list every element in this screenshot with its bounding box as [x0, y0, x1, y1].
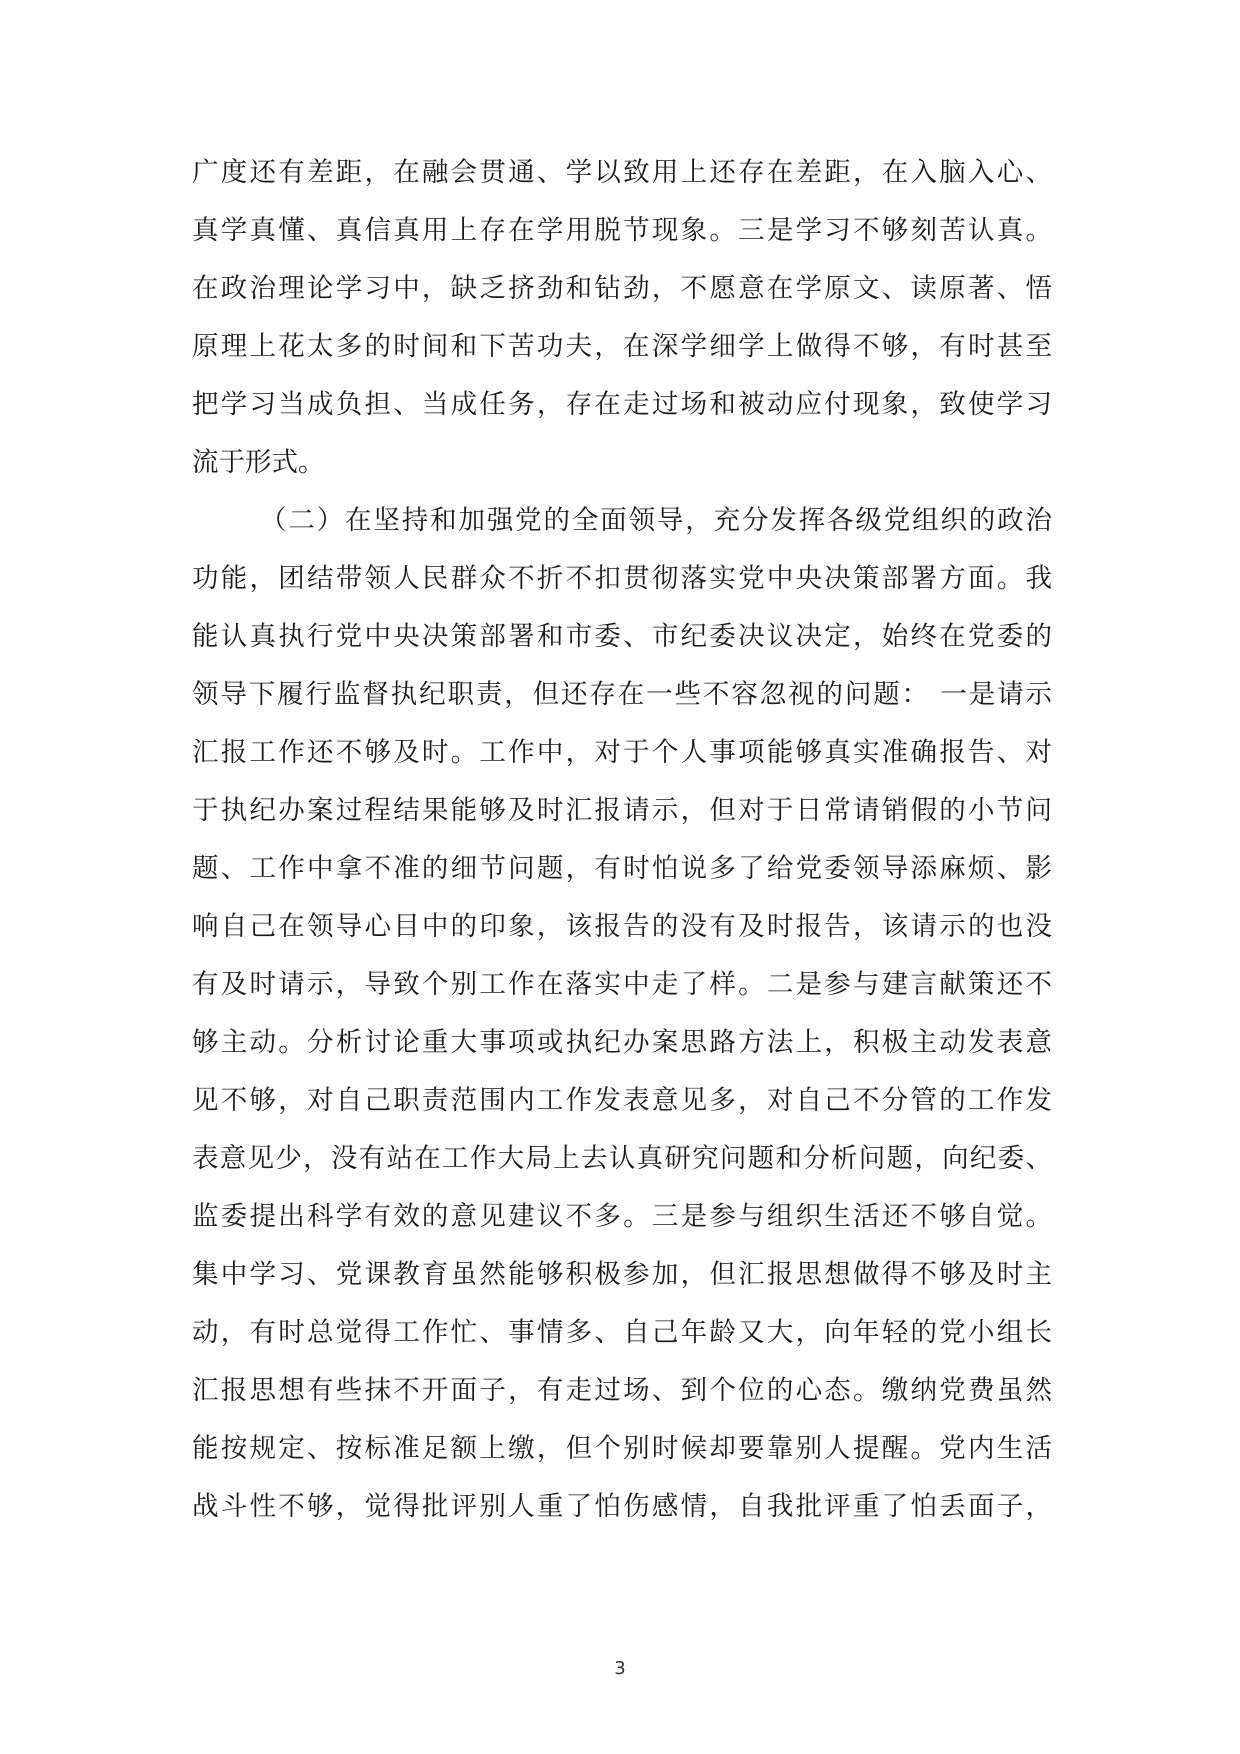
text-line: 汇报工作还不够及时。工作中，对于个人事项能够真实准确报告、对 [192, 737, 1052, 768]
page-number: 3 [614, 1658, 626, 1679]
text-line: 流于形式。 [192, 447, 325, 478]
text-line: 表意见少，没有站在工作大局上去认真研究问题和分析问题，向纪委、 [192, 1143, 1052, 1174]
text-line: 监委提出科学有效的意见建议不多。三是参与组织生活还不够自觉。 [192, 1201, 1052, 1232]
text-line: 响自己在领导心目中的印象，该报告的没有及时报告，该请示的也没 [192, 911, 1052, 942]
text-line: 集中学习、党课教育虽然能够积极参加，但汇报思想做得不够及时主 [192, 1259, 1052, 1290]
text-line: 题、工作中拿不准的细节问题，有时怕说多了给党委领导添麻烦、影 [192, 853, 1052, 884]
text-line: 见不够，对自己职责范围内工作发表意见多，对自己不分管的工作发 [192, 1085, 1052, 1116]
text-line: 把学习当成负担、当成任务，存在走过场和被动应付现象，致使学习 [192, 389, 1052, 420]
text-line: 真学真懂、真信真用上存在学用脱节现象。三是学习不够刻苦认真。 [192, 215, 1052, 246]
text-line: 汇报思想有些抹不开面子，有走过场、到个位的心态。缴纳党费虽然 [192, 1375, 1052, 1406]
text-line: 有及时请示，导致个别工作在落实中走了样。二是参与建言献策还不 [192, 969, 1052, 1000]
text-line: 广度还有差距，在融会贯通、学以致用上还存在差距，在入脑入心、 [192, 157, 1052, 188]
text-line: 动，有时总觉得工作忙、事情多、自己年龄又大，向年轻的党小组长 [192, 1317, 1052, 1348]
text-line: 能按规定、按标准足额上缴，但个别时候却要靠别人提醒。党内生活 [192, 1433, 1052, 1464]
text-line: 战斗性不够，觉得批评别人重了怕伤感情，自我批评重了怕丢面子， [192, 1491, 1052, 1522]
text-line: 在政治理论学习中，缺乏挤劲和钻劲，不愿意在学原文、读原著、悟 [192, 273, 1052, 304]
text-line: 够主动。分析讨论重大事项或执纪办案思路方法上，积极主动发表意 [192, 1027, 1052, 1058]
text-line: 原理上花太多的时间和下苦功夫，在深学细学上做得不够，有时甚至 [192, 331, 1052, 362]
text-line: 功能，团结带领人民群众不折不扣贯彻落实党中央决策部署方面。我 [192, 563, 1052, 594]
text-line: 于执纪办案过程结果能够及时汇报请示，但对于日常请销假的小节问 [192, 795, 1052, 826]
text-line: 能认真执行党中央决策部署和市委、市纪委决议决定，始终在党委的 [192, 621, 1052, 652]
section-heading-line: （二）在坚持和加强党的全面领导，充分发挥各级党组织的政治 [260, 505, 1052, 536]
text-line: 领导下履行监督执纪职责，但还存在一些不容忽视的问题： 一是请示 [192, 679, 1052, 710]
